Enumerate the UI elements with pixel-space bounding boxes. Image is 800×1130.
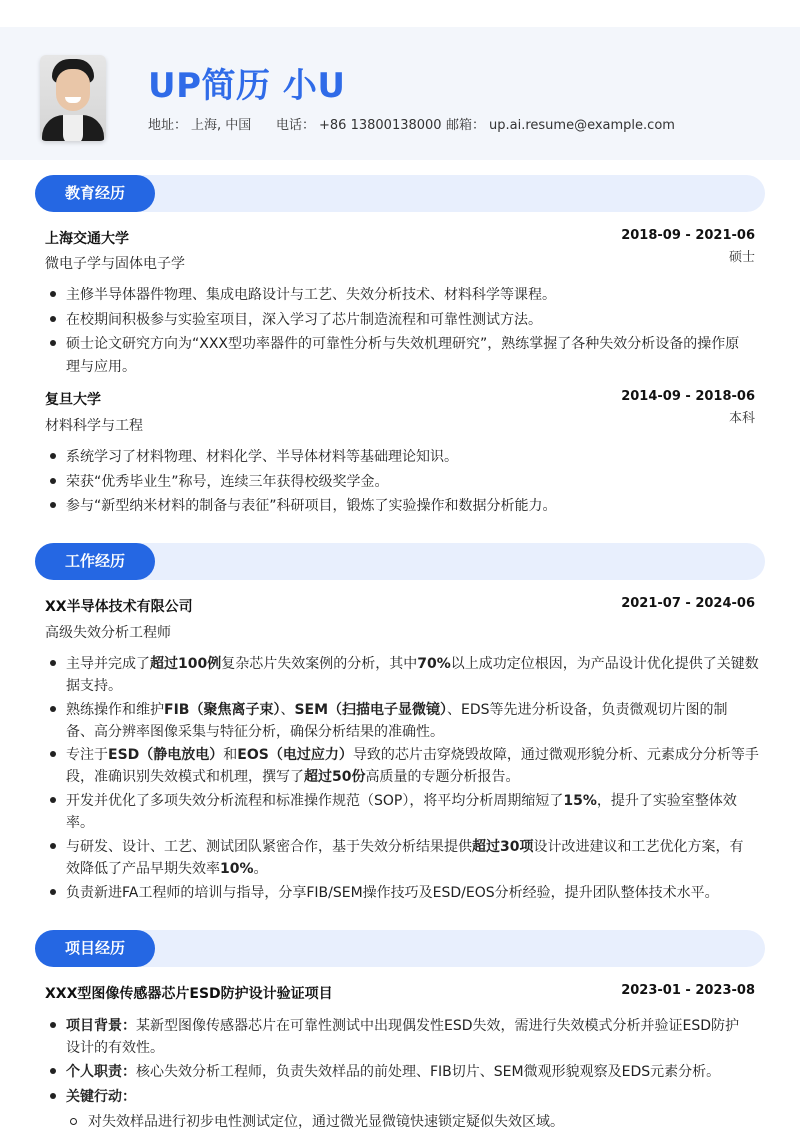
work-section-title: 工作经历 [35,543,155,580]
work-date: 2021-07 - 2024-06 [621,596,755,611]
sub-bullet-circle [70,1118,77,1125]
project-detail: 关键行动： [66,1089,136,1105]
education-detail: 理与应用。 [66,359,136,375]
bullet-dot [50,1093,56,1099]
job-title: 高级失效分析工程师 [45,625,171,641]
school-date: 2018-09 - 2021-06 [621,228,755,243]
company-name: XX半导体技术有限公司 [45,599,193,615]
project-detail: 项目背景：某新型图像传感器芯片在可靠性测试中出现偶发性ESD失效，需进行失效模式分析并验证ESD防护 [66,1018,740,1034]
bullet-dot [50,843,56,849]
work-detail: 主导并完成了超过100例复杂芯片失效案例的分析，其中70%以上成功定位根因，为产品设计优化提供了关键数 [66,656,759,672]
school-major: 材料科学与工程 [45,418,143,434]
bullet-dot [50,478,56,484]
profile-photo [40,55,106,141]
bullet-dot [50,706,56,712]
work-detail: 专注于ESD（静电放电）和EOS（电过应力）导致的芯片击穿烧毁故障，通过微观形貌分析、元素成分分析等手 [66,747,759,763]
bullet-dot [50,453,56,459]
bullet-dot [50,751,56,757]
bullet-dot [50,889,56,895]
education-detail: 系统学习了材料物理、材料化学、半导体材料等基础理论知识。 [66,449,458,465]
project-date: 2023-01 - 2023-08 [621,983,755,998]
education-section-title: 教育经历 [35,175,155,212]
work-detail: 熟练操作和维护FIB（聚焦离子束）、SEM（扫描电子显微镜）、EDS等先进分析设备，负责微观切片图的制 [66,702,728,718]
bullet-dot [50,316,56,322]
education-detail: 主修半导体器件物理、集成电路设计与工艺、失效分析技术、材料科学等课程。 [66,287,556,303]
email: 邮箱： up.ai.resume@example.com [446,118,675,133]
education-detail: 在校期间积极参与实验室项目，深入学习了芯片制造流程和可靠性测试方法。 [66,312,542,328]
bullet-dot [50,502,56,508]
work-detail: 负责新进FA工程师的培训与指导，分享FIB/SEM操作技巧及ESD/EOS分析经验，提升团队整体技术水平。 [66,885,719,901]
education-detail: 荣获“优秀毕业生”称号，连续三年获得校级奖学金。 [66,474,389,490]
work-detail: 率。 [66,815,94,831]
bullet-dot [50,1068,56,1074]
work-detail: 效降低了产品早期失效率10%。 [66,861,268,877]
work-detail: 与研发、设计、工艺、测试团队紧密合作，基于失效分析结果提供超过30项设计改进建议和工艺优化方案，有 [66,839,744,855]
work-detail: 段，准确识别失效模式和机理，撰写了超过50份高质量的专题分析报告。 [66,769,520,785]
work-detail: 备、高分辨率图像采集与特征分析，确保分析结果的准确性。 [66,724,444,740]
education-detail: 参与“新型纳米材料的制备与表征”科研项目，锻炼了实验操作和数据分析能力。 [66,498,557,514]
school-date: 2014-09 - 2018-06 [621,389,755,404]
bullet-dot [50,1022,56,1028]
bullet-dot [50,660,56,666]
school-degree: 硕士 [728,250,755,265]
project-name: XXX型图像传感器芯片ESD防护设计验证项目 [45,986,333,1002]
bullet-dot [50,797,56,803]
school-degree: 本科 [728,411,755,426]
work-detail: 开发并优化了多项失效分析流程和标准操作规范（SOP），将平均分析周期缩短了15%，提升了实验室整体效 [66,793,737,809]
school-name: 上海交通大学 [45,231,129,247]
project-detail: 个人职责：核心失效分析工程师，负责失效样品的前处理、FIB切片、SEM微观形貌观察及EDS元素分析。 [66,1064,721,1080]
address: 地址： 上海, 中国 [148,118,252,133]
school-major: 微电子学与固体电子学 [45,256,185,272]
bullet-dot [50,340,56,346]
project-detail: 设计的有效性。 [66,1040,164,1056]
work-detail: 据支持。 [66,678,122,694]
project-section-title: 项目经历 [35,930,155,967]
project-action: 对失效样品进行初步电性测试定位，通过微光显微镜快速锁定疑似失效区域。 [88,1114,564,1130]
education-detail: 硕士论文研究方向为“XXX型功率器件的可靠性分析与失效机理研究”，熟练掌握了各种失效分析设备的操作原 [66,336,740,352]
school-name: 复旦大学 [45,392,101,408]
candidate-name: UP简历 小U [148,66,346,106]
bullet-dot [50,291,56,297]
profile-header [0,27,800,160]
phone: 电话： +86 13800138000 [276,118,442,133]
